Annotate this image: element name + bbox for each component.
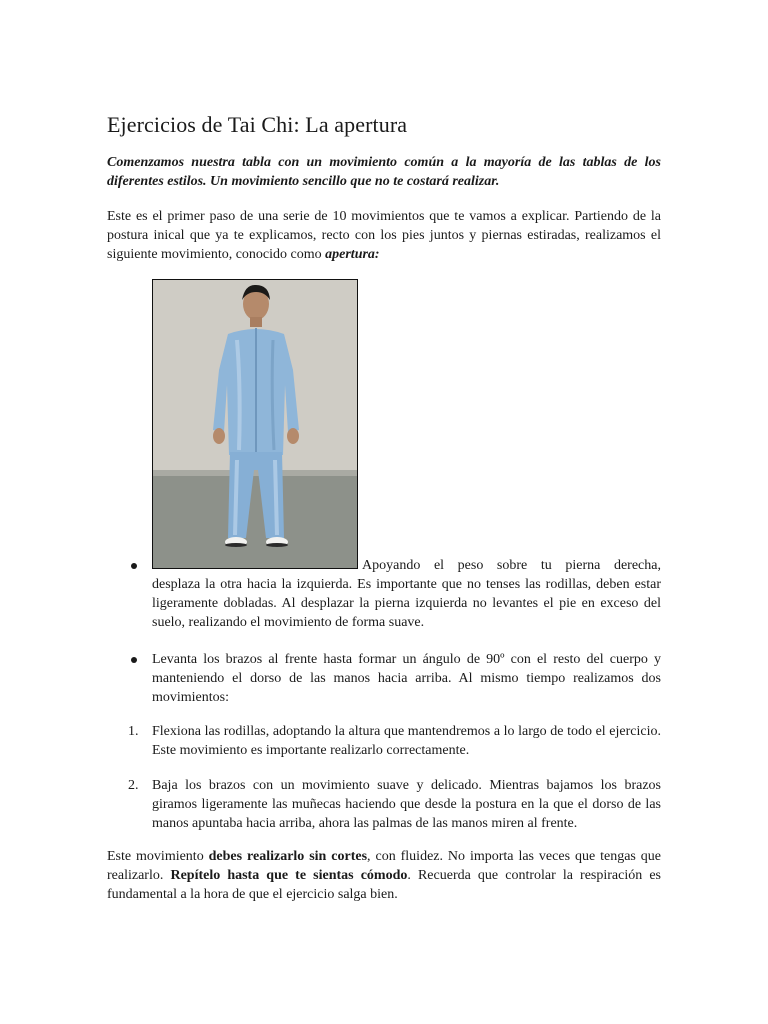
- final-bold-1: debes realizarlo sin cortes: [208, 849, 368, 864]
- numbered-item-2: Baja los brazos con un movimiento suave y delicado. Mientras bajamos los brazos giramos ligeramente las muñecas haciendo que desde la postura en la que el dorso de las manos apuntaba hacia arriba, ahora las palmas de las manos miren al frente.: [152, 778, 661, 831]
- numbered-item-1: Flexiona las rodillas, adoptando la altura que mantendremos a lo largo de todo el ejercicio. Este movimiento es importante realizarlo correctamente.: [152, 724, 661, 758]
- final-text-3: . Recuerda que controlar la respiración es fundamental a la hora de que el ejercicio salga bien.: [107, 868, 662, 902]
- intro-paragraph: Comenzamos nuestra tabla con un movimiento común a la mayoría de las tablas de los diferentes estilos. Un movimiento sencillo que no te costará realizar.: [107, 155, 661, 189]
- tai-chi-figure-illustration: [153, 280, 358, 569]
- final-paragraph: [107, 847, 661, 904]
- apertura-emphasis: apertura:: [325, 247, 380, 262]
- document-title: Ejercicios de Tai Chi: La apertura: [107, 112, 408, 137]
- bullet-1-first-line: Apoyando el peso sobre tu pierna derecha,: [362, 558, 661, 573]
- tai-chi-photo: [152, 279, 358, 569]
- bullet-marker: [131, 563, 137, 569]
- first-paragraph: [107, 207, 661, 264]
- final-text-2: , con fluidez. No importa las veces que tengas que realizarlo.: [107, 849, 662, 883]
- bullet-2-text: Levanta los brazos al frente hasta formar un ángulo de 90º con el resto del cuerpo y manteniendo el dorso de las manos hacia arriba. Al mismo tiempo realizamos dos movimientos:: [152, 652, 661, 705]
- bullet-1-text: desplaza la otra hacia la izquierda. Es importante que no tenses las rodillas, deben estar ligeramente dobladas. Al desplazar la pierna izquierda no levantes el pie en exceso del suelo, realizando el movimiento de forma suave.: [152, 577, 661, 630]
- final-bold-2: Repítelo hasta que te sientas cómodo: [170, 868, 408, 883]
- first-paragraph-text: Este es el primer paso de una serie de 10 movimientos que te vamos a explicar. Partiendo de la postura inical que ya te explicamos, recto con los pies juntos y piernas estiradas, realizamos el siguiente movimiento, conocido como: [107, 209, 661, 262]
- bullet-marker: [131, 657, 137, 663]
- list-number: 1.: [128, 724, 139, 739]
- final-text-1: Este movimiento: [107, 849, 209, 864]
- list-number: 2.: [128, 778, 139, 793]
